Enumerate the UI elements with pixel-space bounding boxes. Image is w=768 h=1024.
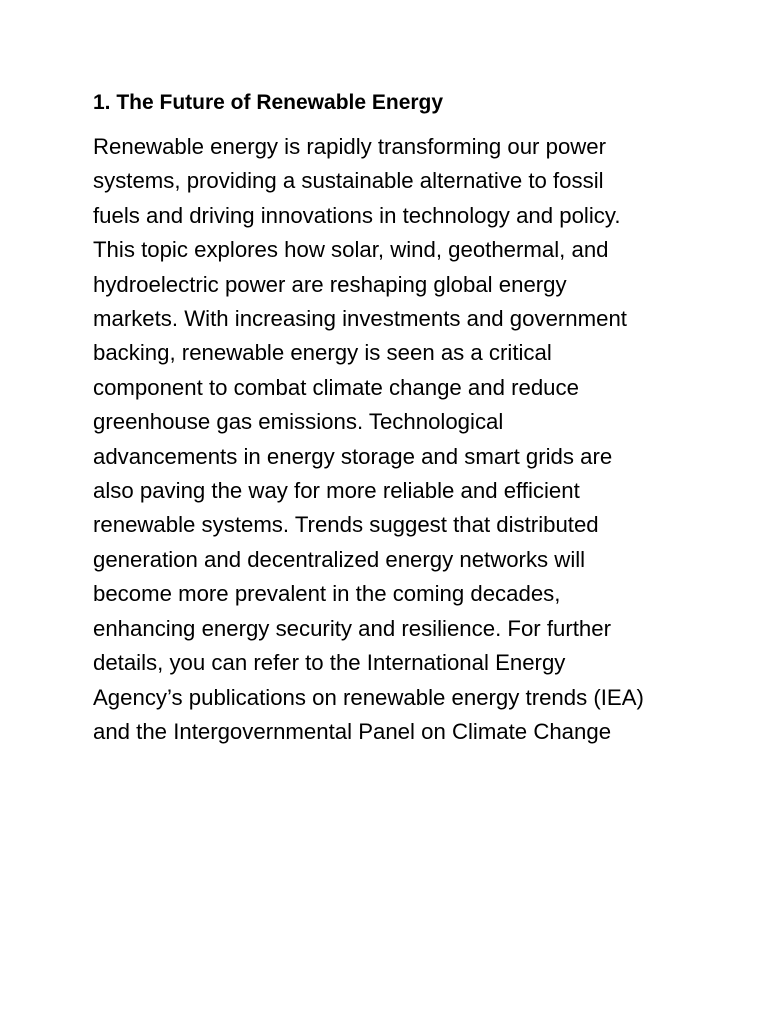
paragraph-line-12: renewable systems. Trends suggest that distributed: [93, 512, 599, 538]
paragraph-line-9: greenhouse gas emissions. Technological: [93, 409, 504, 435]
paragraph-line-13: generation and decentralized energy networks will: [93, 546, 586, 572]
paragraph-line-7: backing, renewable energy is seen as a critical: [93, 340, 552, 366]
paragraph-line-11: also paving the way for more reliable and efficient: [93, 478, 580, 504]
paragraph-line-1: Renewable energy is rapidly transforming our power: [93, 134, 607, 159]
paragraph-line-5: hydroelectric power are reshaping global energy: [93, 271, 567, 297]
paragraph-line-16: details, you can refer to the International Energy: [93, 650, 566, 676]
document-content: [93, 86, 693, 749]
section-heading: 1. The Future of Renewable Energy: [93, 91, 444, 114]
paragraph-line-18: and the Intergovernmental Panel on Climate Change: [93, 718, 612, 744]
paragraph-line-15: enhancing energy security and resilience. For further: [93, 615, 611, 641]
paragraph-line-8: component to combat climate change and reduce: [93, 374, 579, 400]
paragraph-line-14: become more prevalent in the coming decades,: [93, 581, 561, 607]
paragraph-line-10: advancements in energy storage and smart grids are: [93, 443, 613, 469]
paragraph-line-2: systems, providing a sustainable alternative to fossil: [93, 168, 604, 194]
paragraph-line-6: markets. With increasing investments and government: [93, 306, 627, 332]
paragraph-line-17: Agency’s publications on renewable energy trends (IEA): [93, 684, 644, 710]
paragraph-line-3: fuels and driving innovations in technology and policy.: [93, 202, 621, 228]
body-paragraph: [93, 130, 693, 749]
paragraph-line-4: This topic explores how solar, wind, geothermal, and: [93, 237, 609, 263]
